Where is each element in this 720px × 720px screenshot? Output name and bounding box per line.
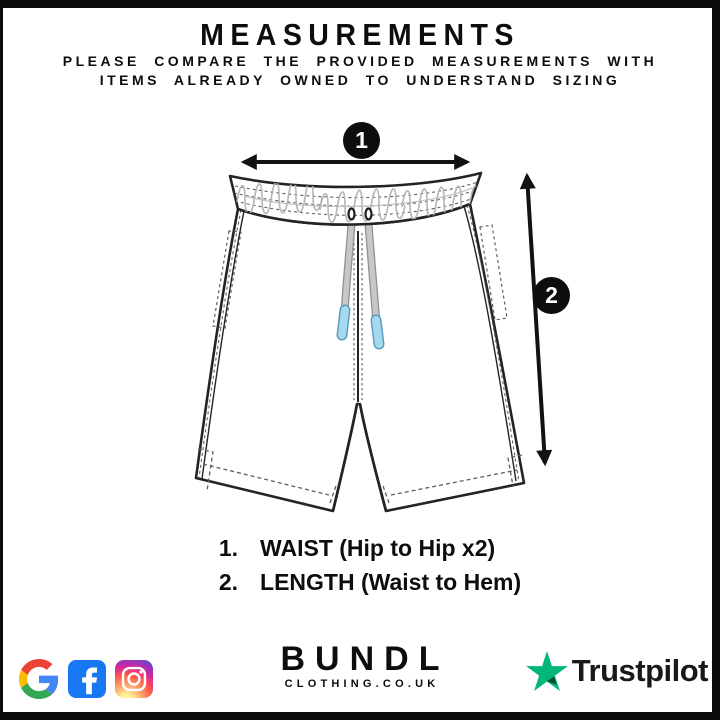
subtitle-line-2: ITEMS ALREADY OWNED TO UNDERSTAND SIZING	[99, 72, 621, 88]
legend-item-2-label: LENGTH (Waist to Hem)	[260, 569, 522, 595]
subtitle-line-1: PLEASE COMPARE THE PROVIDED MEASUREMENTS WITH	[62, 53, 658, 69]
measure-badge-1	[343, 122, 380, 159]
trustpilot-star-icon	[526, 651, 568, 691]
eyelet-right	[366, 209, 372, 220]
measure-badge-1-number: 1	[355, 127, 368, 153]
trustpilot-wordmark: Trustpilot	[571, 653, 708, 688]
brand-domain: CLOTHING.CO.UK	[284, 678, 440, 690]
length-measure-arrow	[527, 176, 545, 463]
measurement-legend	[0, 535, 720, 596]
page-title: MEASUREMENTS	[200, 17, 520, 52]
legend-item-1-number: 1.	[218, 535, 239, 561]
eyelet-left	[349, 209, 355, 220]
brand-name: BUNDL	[280, 640, 450, 678]
legend-item-2-number: 2.	[218, 569, 239, 595]
trustpilot-logo	[526, 651, 708, 691]
measure-badge-2	[533, 277, 570, 314]
measure-badge-2-number: 2	[545, 282, 558, 308]
legend-item-1-label: WAIST (Hip to Hip x2)	[260, 535, 496, 561]
